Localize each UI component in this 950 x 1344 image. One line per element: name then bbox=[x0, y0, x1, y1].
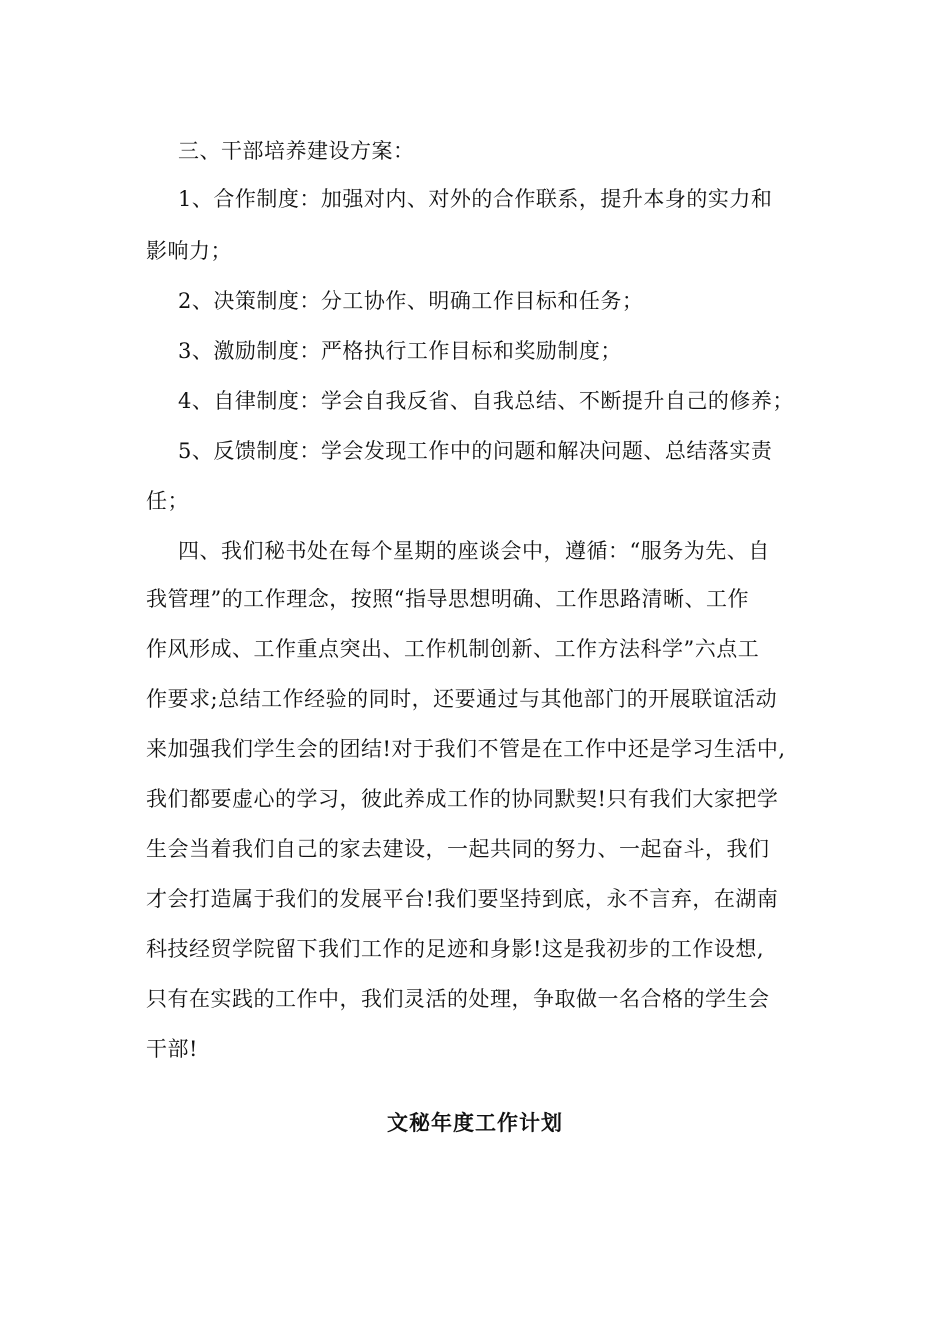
paragraph-line: 我们都要虚心的学习，彼此养成工作的协同默契!只有我们大家把学 bbox=[146, 787, 779, 811]
paragraph-line: 我管理”的工作理念，按照“指导思想明确、工作思路清晰、工作 bbox=[146, 587, 749, 611]
paragraph-line: 科技经贸学院留下我们工作的足迹和身影!这是我初步的工作设想, bbox=[146, 937, 765, 961]
list-item-self-discipline: 4、自律制度：学会自我反省、自我总结、不断提升自己的修养； bbox=[178, 389, 794, 413]
list-item-decision: 2、决策制度：分工协作、明确工作目标和任务； bbox=[178, 289, 644, 313]
paragraph-line: 干部! bbox=[146, 1037, 198, 1061]
list-item-feedback-continuation: 任； bbox=[146, 489, 189, 513]
paragraph-line: 生会当着我们自己的家去建设，一起共同的努力、一起奋斗，我们 bbox=[146, 837, 770, 861]
list-item-cooperation: 1、合作制度：加强对内、对外的合作联系，提升本身的实力和 bbox=[178, 187, 773, 211]
list-item-incentive: 3、激励制度：严格执行工作目标和奖励制度； bbox=[178, 339, 622, 363]
paragraph-line: 只有在实践的工作中，我们灵活的处理，争取做一名合格的学生会 bbox=[146, 987, 770, 1011]
list-item-feedback: 5、反馈制度：学会发现工作中的问题和解决问题、总结落实责 bbox=[178, 439, 773, 463]
next-section-title: 文秘年度工作计划 bbox=[387, 1110, 563, 1135]
paragraph-line: 作风形成、工作重点突出、工作机制创新、工作方法科学”六点工 bbox=[146, 637, 760, 661]
paragraph-line: 才会打造属于我们的发展平台!我们要坚持到底，永不言弃，在湖南 bbox=[146, 887, 779, 911]
paragraph-line: 来加强我们学生会的团结!对于我们不管是在工作中还是学习生活中, bbox=[146, 737, 786, 761]
list-item-cooperation-continuation: 影响力； bbox=[146, 239, 232, 263]
paragraph-line: 四、我们秘书处在每个星期的座谈会中，遵循：“服务为先、自 bbox=[178, 539, 770, 563]
section-heading: 三、干部培养建设方案： bbox=[178, 139, 415, 163]
paragraph-line: 作要求;总结工作经验的同时，还要通过与其他部门的开展联谊活动 bbox=[146, 687, 778, 711]
